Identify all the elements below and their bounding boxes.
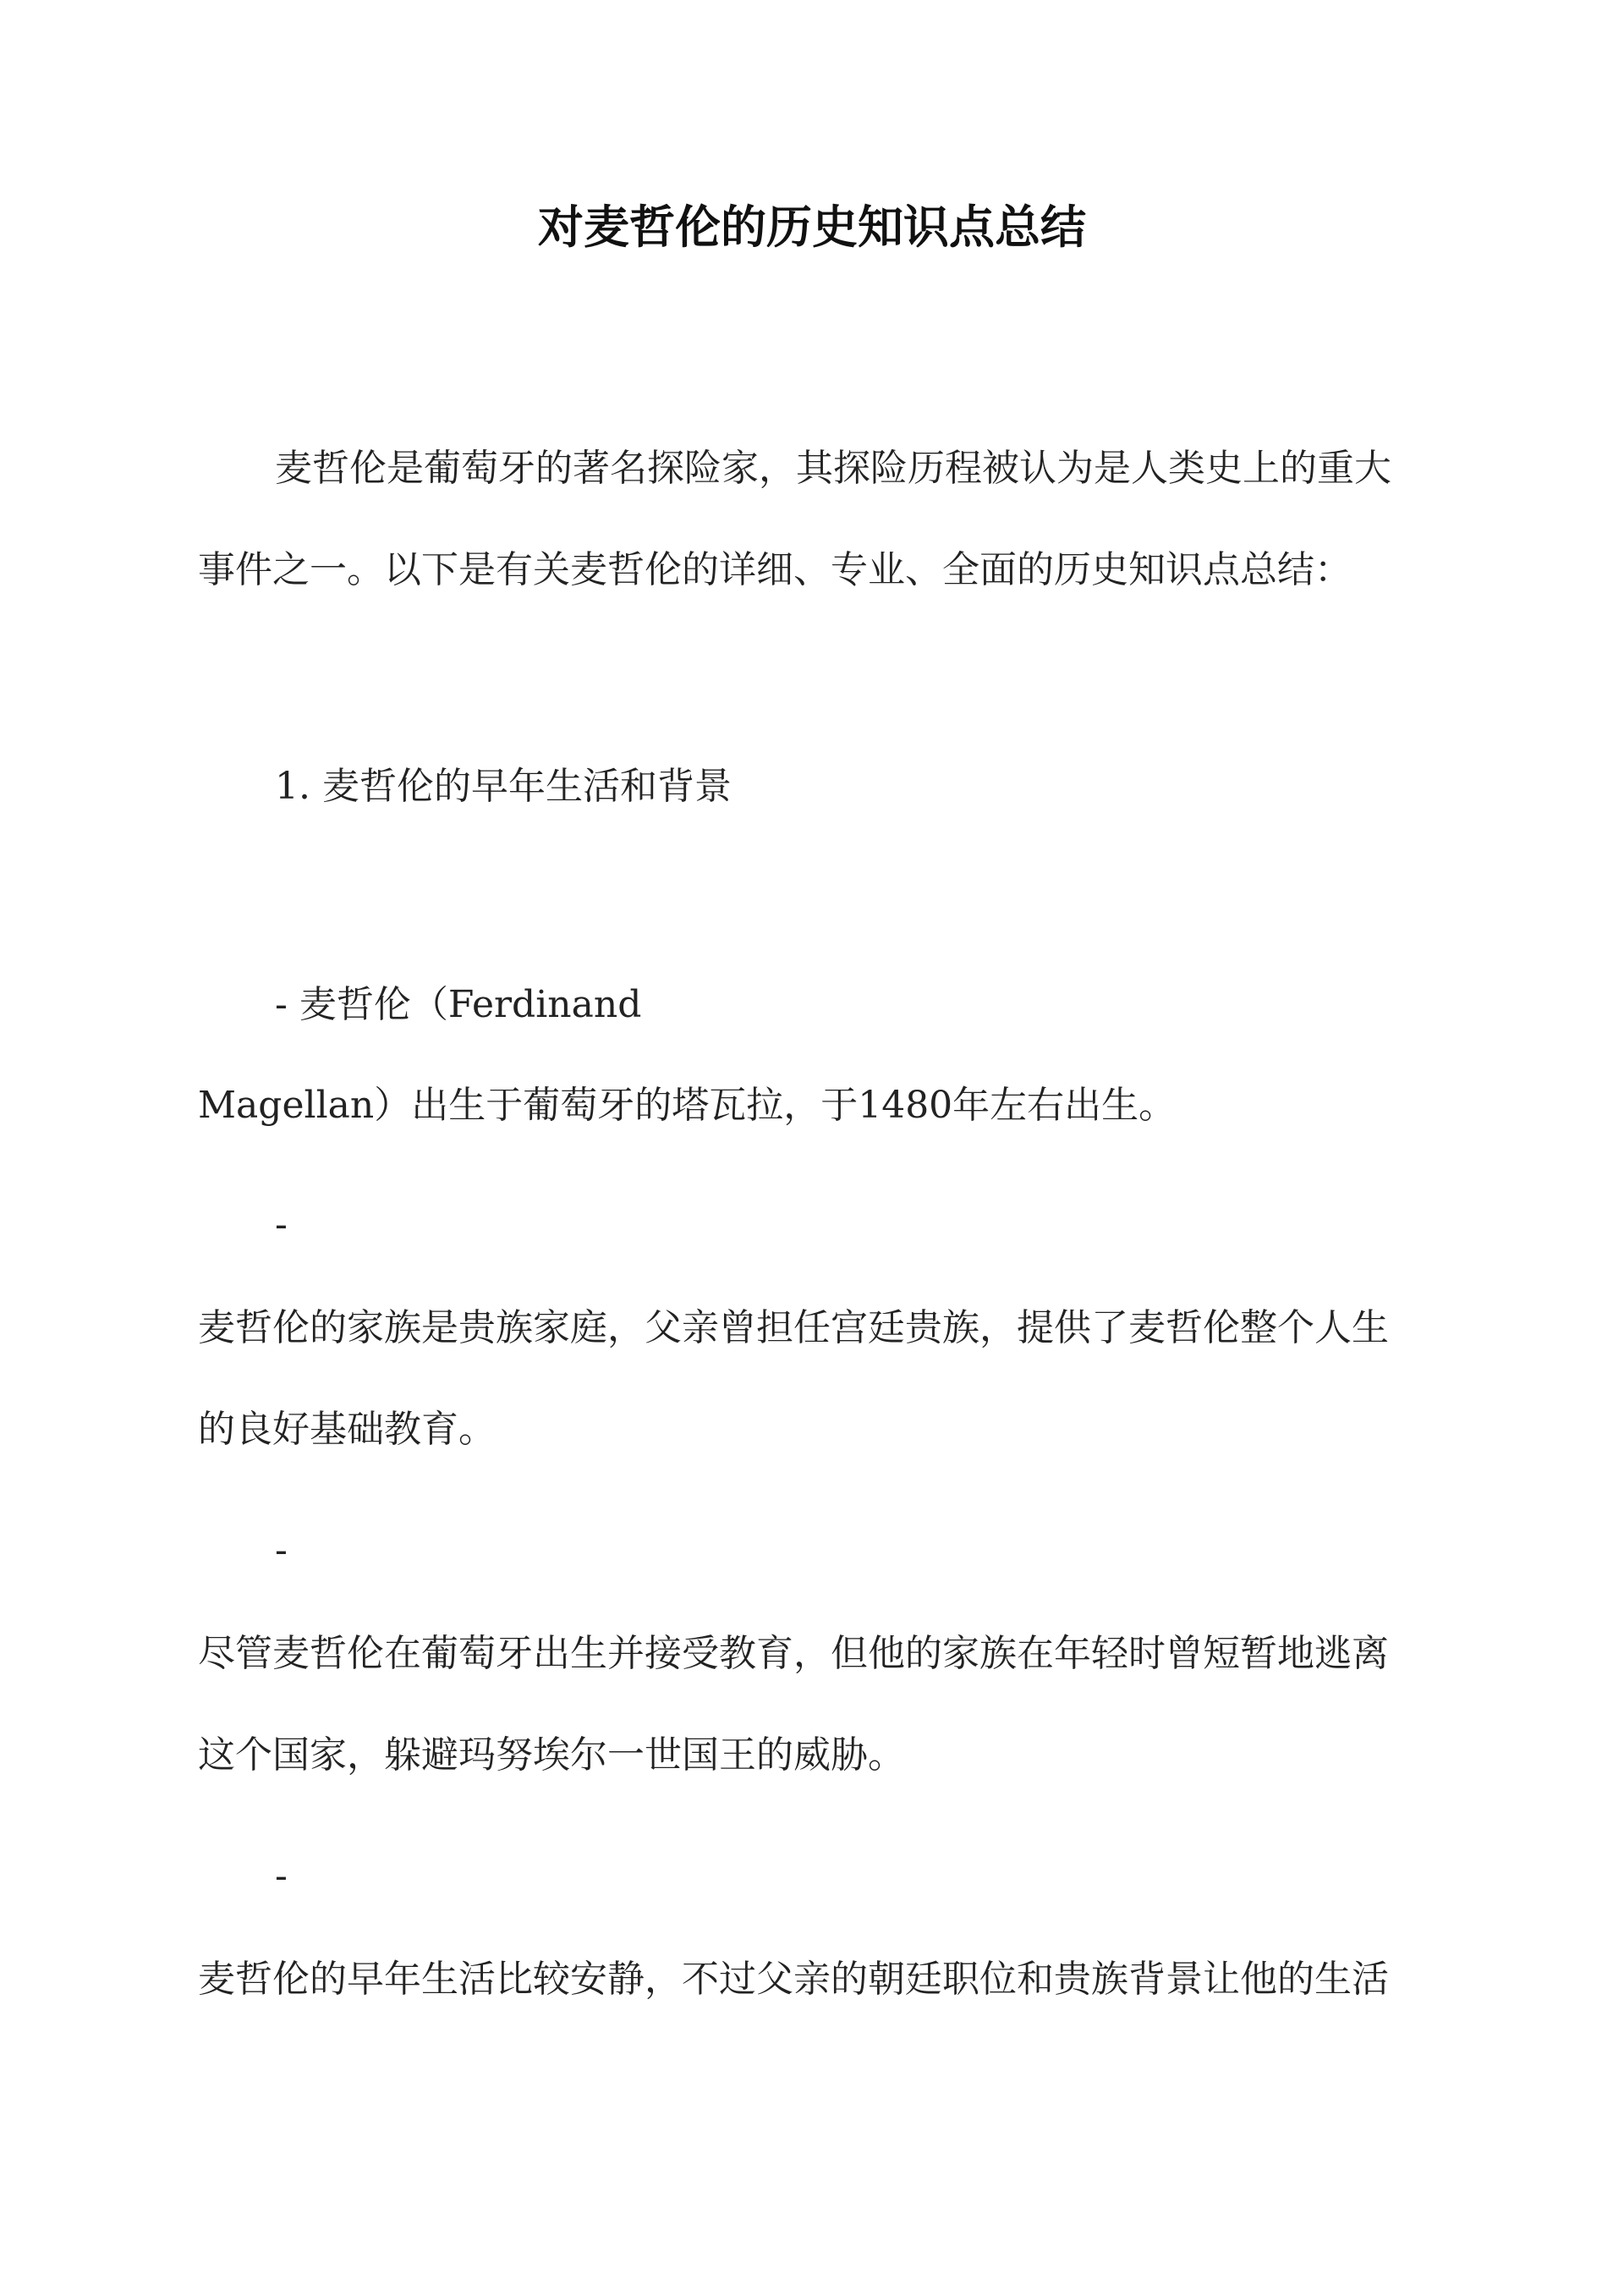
bullet-4-dash: - xyxy=(275,1854,288,1898)
bullet-1-line-1: Magellan）出生于葡萄牙的塔瓦拉，于1480年左右出生。 xyxy=(198,1084,1177,1127)
bullet-2-line-1: 麦哲伦的家族是贵族家庭，父亲曾担任宫廷贵族，提供了麦哲伦整个人生 xyxy=(198,1306,1389,1349)
bullet-3-line-1: 尽管麦哲伦在葡萄牙出生并接受教育，但他的家族在年轻时曾短暂地逃离 xyxy=(198,1632,1389,1675)
bullet-3-line-2: 这个国家，躲避玛努埃尔一世国王的威胁。 xyxy=(198,1733,905,1777)
bullet-2-line-2: 的良好基础教育。 xyxy=(198,1408,496,1451)
bullet-2-dash: - xyxy=(275,1203,288,1246)
intro-line-2: 事件之一。以下是有关麦哲伦的详细、专业、全面的历史知识点总结： xyxy=(198,548,1352,591)
bullet-1-dash: - 麦哲伦（Ferdinand xyxy=(275,983,642,1026)
document-title: 对麦哲伦的历史知识点总结 xyxy=(538,200,1086,254)
intro-line-1: 麦哲伦是葡萄牙的著名探险家，其探险历程被认为是人类史上的重大 xyxy=(275,447,1391,490)
bullet-4-line-1: 麦哲伦的早年生活比较安静，不过父亲的朝廷职位和贵族背景让他的生活 xyxy=(198,1958,1389,2001)
section-heading: 1. 麦哲伦的早年生活和背景 xyxy=(275,765,732,808)
bullet-3-dash: - xyxy=(275,1529,288,1572)
